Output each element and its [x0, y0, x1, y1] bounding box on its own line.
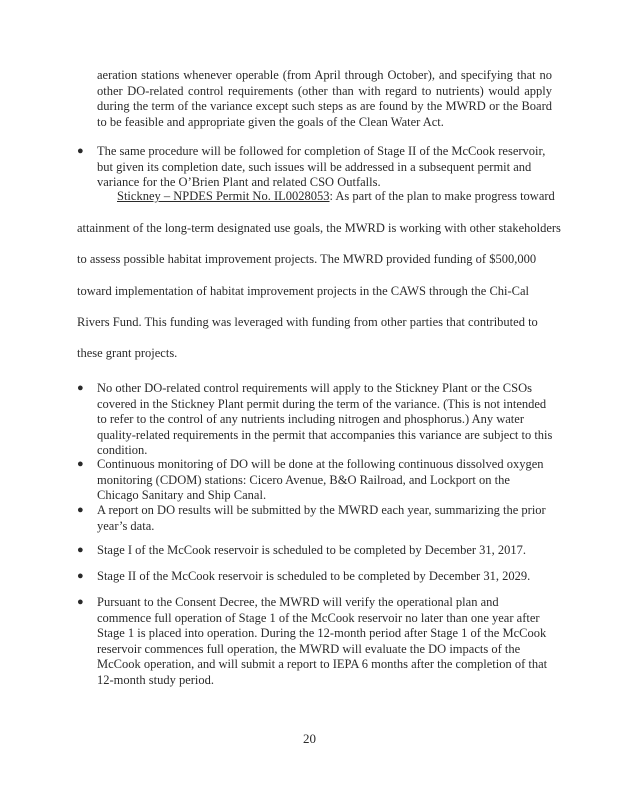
stickney-line-3: to assess possible habitat improvement projects. The MWRD provided funding of $500,000 — [77, 252, 537, 266]
bullet-text: A report on DO results will be submitted by the MWRD each year, summarizing the prior year’s data. — [97, 503, 546, 533]
bullet-text: Continuous monitoring of DO will be done at the following continuous dissolved oxygen monitoring (CDOM) stations: Cicero Avenue, B&O Railroad, and Lockport on the Chicago Sanitary and Ship Canal. — [97, 457, 544, 502]
bullet-icon: ● — [77, 544, 84, 556]
bullet-icon: ● — [77, 145, 84, 157]
bullet-text: No other DO-related control requirements will apply to the Stickney Plant or the CSOs covered in the Stickney Plant permit during the term of the variance. (This is not intended to refer to the control of any nutrients including nitrogen and phosphorus.) Any water quality-related requirements in the permit that accompanies this variance are subject to this condition. — [97, 381, 553, 457]
stickney-line-4: toward implementation of habitat improvement projects in the CAWS through the Chi-Cal — [77, 284, 530, 298]
continuation-paragraph: aeration stations whenever operable (from April through October), and specifying that no other DO-related control requirements (other than with regard to nutrients) would apply during the term of the variance except such steps as are found by the MWRD or the Board to be feasible and appropriate given the goals of the Clean Water Act. — [97, 68, 552, 129]
stickney-line-5: Rivers Fund. This funding was leveraged with funding from other parties that contributed to — [77, 315, 538, 329]
bullet-icon: ● — [77, 458, 84, 470]
stickney-line-2: attainment of the long-term designated use goals, the MWRD is working with other stakeholders — [77, 221, 561, 235]
bullet-text: Stage I of the McCook reservoir is scheduled to be completed by December 31, 2017. — [97, 543, 527, 557]
bullet-text: Stage II of the McCook reservoir is scheduled to be completed by December 31, 2029. — [97, 569, 531, 583]
page-number: 20 — [303, 731, 316, 746]
bullet-icon: ● — [77, 596, 84, 608]
stickney-heading: Stickney – NPDES Permit No. IL0028053 — [117, 189, 330, 203]
bullet-icon: ● — [77, 504, 84, 516]
bullet-icon: ● — [77, 382, 84, 394]
stickney-line-6: these grant projects. — [77, 346, 178, 360]
bullet-text: The same procedure will be followed for completion of Stage II of the McCook reservoir, but given its completion date, such issues will be addressed in a subsequent permit and variance for the O’Brien Plant and related CSO Outfalls. — [97, 144, 546, 189]
stickney-line-1: Stickney – NPDES Permit No. IL0028053: As part of the plan to make progress toward — [117, 189, 555, 203]
bullet-text: Pursuant to the Consent Decree, the MWRD will verify the operational plan and commence full operation of Stage 1 of the McCook reservoir no later than one year after Stage 1 is placed into operation. During the 12-month period after Stage 1 of the McCook reservoir commences full operation, the MWRD will evaluate the DO impacts of the McCook operation, and will submit a report to IEPA 6 months after the completion of that 12-month study period. — [97, 595, 548, 687]
bullet-icon: ● — [77, 570, 84, 582]
